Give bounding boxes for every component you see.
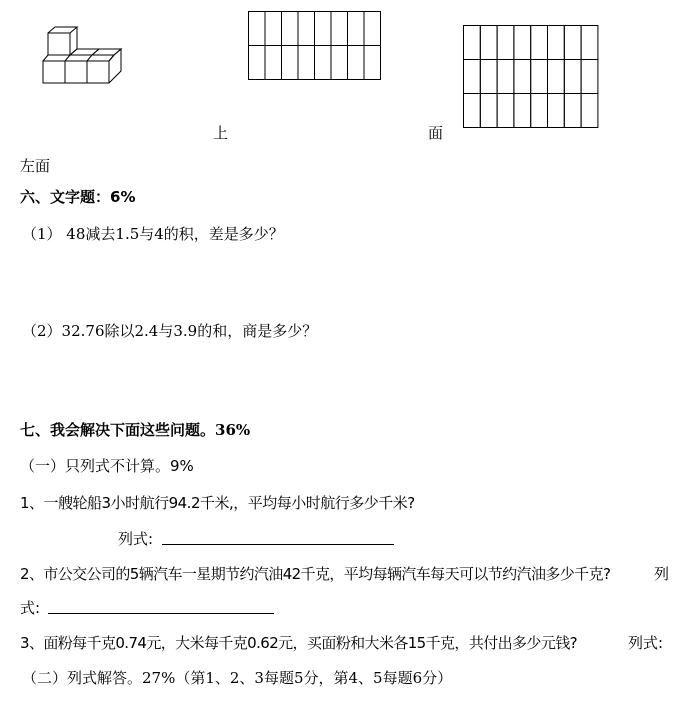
section6-q1: （1） 48减去1.5与4的积，差是多少？ <box>22 225 284 243</box>
grid-cell <box>531 26 548 60</box>
grid-cell <box>331 12 348 46</box>
part2-title: （二）列式解答。27%（第1、2、3每题5分，第4、5每题6分） <box>22 669 453 687</box>
section7-heading: 七、我会解决下面这些问题。36% <box>20 421 251 439</box>
grid-cell <box>564 26 581 60</box>
grid-cell <box>531 94 548 128</box>
grid-cell <box>249 12 266 46</box>
grid-cell <box>581 60 598 94</box>
grid-cell <box>581 26 598 60</box>
problem-1: 1、一艘轮船3小时航行94.2千米,，平均每小时航行多少千米? <box>20 494 415 512</box>
grid-cell <box>497 94 514 128</box>
grid-cell <box>315 12 332 46</box>
front-view-grid <box>463 25 599 130</box>
grid-cell <box>464 26 481 60</box>
grid-cell <box>298 46 315 80</box>
grid-cell <box>348 12 365 46</box>
grid-cell <box>265 12 282 46</box>
top-view-label: 上 <box>213 124 229 142</box>
grid-cell <box>480 60 497 94</box>
problem-1-formula-label: 列式: <box>118 530 154 548</box>
grid-cell <box>282 12 299 46</box>
problem-2-answer-line[interactable] <box>48 613 274 614</box>
grid-cell <box>480 26 497 60</box>
top-view-grid <box>248 11 382 81</box>
section6-q2: （2）32.76除以2.4与3.9的和，商是多少？ <box>22 322 318 340</box>
cube-figure <box>40 25 130 90</box>
problem-2-formula-label-a: 列 <box>654 565 670 583</box>
grid-cell <box>480 94 497 128</box>
grid-cell <box>331 46 348 80</box>
problem-3-formula-label: 列式: <box>628 634 664 652</box>
grid-cell <box>548 60 565 94</box>
grid-cell <box>364 46 381 80</box>
grid-cell <box>514 94 531 128</box>
grid-cell <box>315 46 332 80</box>
grid-cell <box>497 60 514 94</box>
part1-title: （一）只列式不计算。9% <box>20 457 194 475</box>
grid-cell <box>298 12 315 46</box>
section6-heading: 六、文字题：6% <box>20 188 136 206</box>
grid-cell <box>249 46 266 80</box>
problem-3: 3、面粉每千克0.74元，大米每千克0.62元，买面粉和大米各15千克，共付出多少元钱? <box>20 634 577 652</box>
grid-cell <box>282 46 299 80</box>
grid-cell <box>514 26 531 60</box>
grid-cell <box>265 46 282 80</box>
grid-cell <box>531 60 548 94</box>
grid-cell <box>581 94 598 128</box>
grid-cell <box>564 60 581 94</box>
grid-cell <box>364 12 381 46</box>
left-view-label: 左面 <box>20 157 51 175</box>
front-view-label: 面 <box>428 124 444 142</box>
problem-1-answer-line[interactable] <box>162 544 394 545</box>
grid-cell <box>548 26 565 60</box>
grid-cell <box>464 60 481 94</box>
problem-2-formula-label-b: 式: <box>20 599 41 617</box>
grid-cell <box>548 94 565 128</box>
grid-cell <box>497 26 514 60</box>
grid-cell <box>514 60 531 94</box>
grid-cell <box>564 94 581 128</box>
problem-2: 2、市公交公司的5辆汽车一星期节约汽油42千克，平均每辆汽车每天可以节约汽油多少千克? <box>20 565 611 583</box>
grid-cell <box>348 46 365 80</box>
grid-cell <box>464 94 481 128</box>
